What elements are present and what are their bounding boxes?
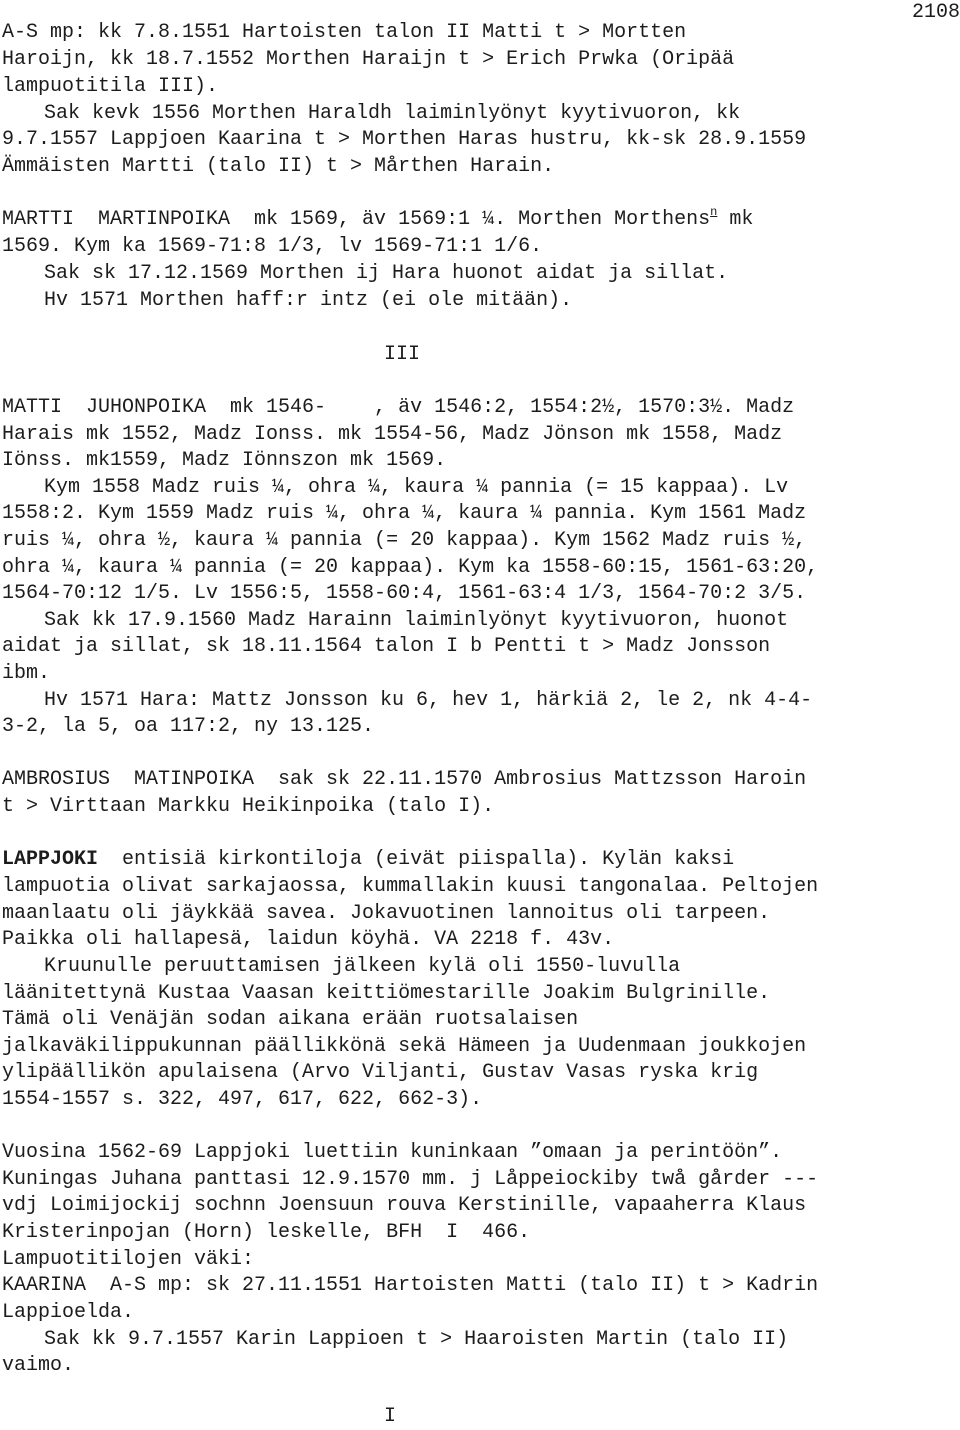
text-line: 1564-70:12 1/5. Lv 1556:5, 1558-60:4, 1561-63:4 1/3, 1564-70:2 3/5. — [2, 582, 807, 605]
text-fragment: entisiä kirkontiloja (eivät piispalla). Kylän kaksi — [98, 848, 735, 871]
text-line: Harais mk 1552, Madz Ionss. mk 1554-56, Madz Jönson mk 1558, Madz — [2, 423, 783, 446]
text-line: lampuotia olivat sarkajaossa, kummallakin kuusi tangonalaa. Peltojen — [2, 875, 819, 898]
text-fragment: mk — [717, 208, 754, 231]
superscript-note: n — [710, 205, 718, 219]
text-line: Kym 1558 Madz ruis ¼, ohra ¼, kaura ¼ pannia (= 15 kappaa). Lv — [44, 476, 789, 499]
text-line: jalkaväkilippukunnan päällikkönä sekä Hämeen ja Uudenmaan joukkojen — [2, 1035, 807, 1058]
text-line: Haroijn, kk 18.7.1552 Morthen Haraijn t > Erich Prwka (Oripää — [2, 48, 735, 71]
page-number: 2108 — [911, 1, 960, 24]
text-line: Kruunulle peruuttamisen jälkeen kylä oli 1550-luvulla — [44, 955, 681, 978]
text-line: Sak sk 17.12.1569 Morthen ij Hara huonot aidat ja sillat. — [44, 262, 729, 285]
text-line: Sak kk 17.9.1560 Madz Harainn laiminlyönyt kyytivuoron, huonot — [44, 609, 789, 632]
text-line: 1569. Kym ka 1569-71:8 1/3, lv 1569-71:1 1/6. — [2, 235, 543, 258]
text-line: Sak kevk 1556 Morthen Haraldh laiminlyönyt kyytivuoron, kk — [44, 102, 741, 125]
text-line: Sak kk 9.7.1557 Karin Lappioen t > Haaroisten Martin (talo II) — [44, 1328, 789, 1351]
text-line: ruis ¼, ohra ½, kaura ¼ pannia (= 20 kappaa). Kym 1562 Madz ruis ½, — [2, 529, 807, 552]
text-line: Iönss. mk1559, Madz Iönnszon mk 1569. — [2, 449, 447, 472]
text-line: maanlaatu oli jäykkää savea. Jokavuotinen lannoitus oli tarpeen. — [2, 902, 771, 925]
lappjoki-heading-line — [2, 847, 734, 873]
text-line: 3-2, la 5, oa 117:2, ny 13.125. — [2, 715, 375, 738]
text-line: Tämä oli Venäjän sodan aikana erään ruotsalaisen — [2, 1008, 579, 1031]
text-line: Kuningas Juhana panttasi 12.9.1570 mm. j Låppeiockiby twå gårder --- — [2, 1168, 819, 1191]
text-line: 1554-1557 s. 322, 497, 617, 622, 662-3). — [2, 1088, 483, 1111]
text-line: ohra ¼, kaura ¼ pannia (= 20 kappaa). Kym ka 1558-60:15, 1561-63:20, — [2, 556, 819, 579]
text-line: vaimo. — [2, 1354, 75, 1377]
text-line: aidat ja sillat, sk 18.11.1564 talon I b Pentti t > Madz Jonsson — [2, 635, 771, 658]
text-line: t > Virttaan Markku Heikinpoika (talo I). — [2, 795, 495, 818]
text-fragment: MARTTI MARTINPOIKA mk 1569, äv 1569:1 ¼. Morthen Morthens — [2, 208, 711, 231]
text-line: vdj Loimijockij sochnn Joensuun rouva Kerstinille, vapaaherra Klaus — [2, 1194, 807, 1217]
text-line: Paikka oli hallapesä, laidun köyhä. VA 2218 f. 43v. — [2, 928, 615, 951]
text-line: Hv 1571 Hara: Mattz Jonsson ku 6, hev 1, härkiä 2, le 2, nk 4-4- — [44, 689, 813, 712]
text-line: 9.7.1557 Lappjoen Kaarina t > Morthen Haras hustru, kk-sk 28.9.1559 — [2, 128, 807, 151]
text-line: ylipäällikön apulaisena (Arvo Viljanti, Gustav Vasas ryska krig — [2, 1061, 759, 1084]
text-line: ibm. — [2, 662, 51, 685]
martti-heading-line — [2, 207, 753, 233]
text-line: MATTI JUHONPOIKA mk 1546- , äv 1546:2, 1554:2½, 1570:3½. Madz — [2, 396, 795, 419]
section-heading-iii: III — [384, 343, 421, 366]
text-line: lampuotitila III). — [2, 75, 219, 98]
village-title: LAPPJOKI — [2, 848, 99, 871]
text-line: A-S mp: kk 7.8.1551 Hartoisten talon II Matti t > Mortten — [2, 21, 687, 44]
text-line: Kristerinpojan (Horn) leskelle, BFH I 466. — [2, 1221, 531, 1244]
text-line: 1558:2. Kym 1559 Madz ruis ¼, ohra ¼, kaura ¼ pannia. Kym 1561 Madz — [2, 502, 807, 525]
text-line: Vuosina 1562-69 Lappjoki luettiin kuninkaan ”omaan ja perintöön”. — [2, 1141, 783, 1164]
text-line: Hv 1571 Morthen haff:r intz (ei ole mitään). — [44, 289, 573, 312]
text-line: Lappioelda. — [2, 1301, 135, 1324]
text-line: Ämmäisten Martti (talo II) t > Mårthen Harain. — [2, 155, 555, 178]
text-line: Lampuotitilojen väki: — [2, 1248, 255, 1271]
text-line: KAARINA A-S mp: sk 27.11.1551 Hartoisten Matti (talo II) t > Kadrin — [2, 1274, 819, 1297]
text-line: läänitettynä Kustaa Vaasan keittiömestarille Joakim Bulgrinille. — [2, 982, 771, 1005]
text-line: AMBROSIUS MATINPOIKA sak sk 22.11.1570 Ambrosius Mattzsson Haroin — [2, 768, 807, 791]
section-heading-i: I — [384, 1405, 397, 1428]
